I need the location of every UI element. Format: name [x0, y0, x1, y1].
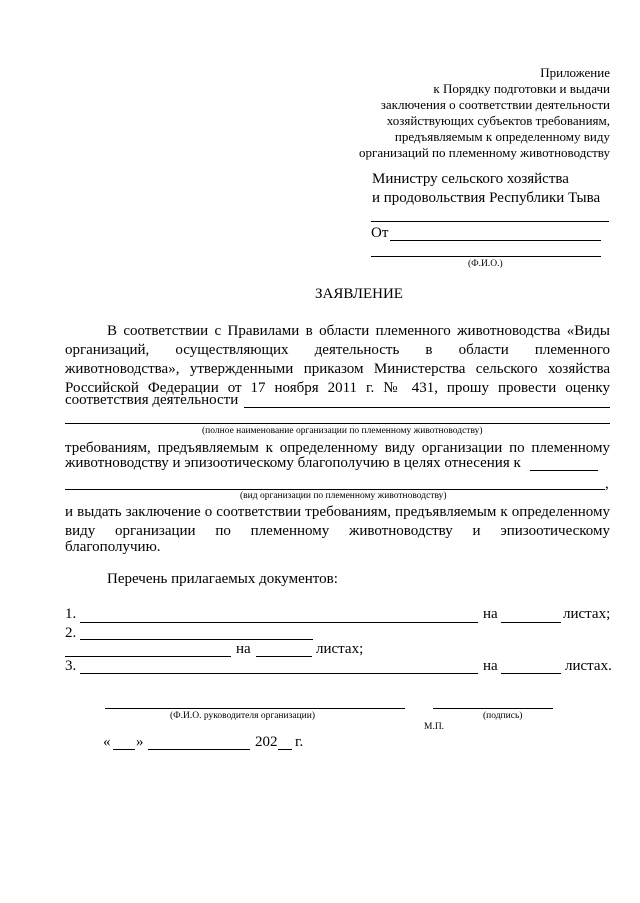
documents-heading: Перечень прилагаемых документов:: [107, 571, 338, 587]
doc-item-1-na: на: [483, 606, 498, 622]
fio-caption: (Ф.И.О.): [468, 259, 503, 269]
body-line-8: и выдать заключение о соответствии требованиям, предъявляемым к определенному: [65, 504, 610, 520]
body-line-2: организаций, осуществляющих деятельность в области племенного: [65, 342, 610, 358]
org-type-blank-inline[interactable]: [530, 470, 598, 471]
head-fio-caption: (Ф.И.О. руководителя организации): [170, 711, 315, 721]
fio-blank-line[interactable]: [371, 256, 601, 257]
appendix-line-2: к Порядку подготовки и выдачи: [433, 81, 610, 96]
doc-item-1-name-line[interactable]: [80, 622, 478, 623]
date-open-quote: «: [103, 734, 111, 750]
org-type-caption: (вид организации по племенному животноводству): [240, 491, 447, 501]
doc-item-2-sheets: листах;: [316, 641, 364, 657]
addressee-line-2: и продовольствия Республики Тыва: [372, 190, 601, 206]
head-fio-line[interactable]: [105, 708, 405, 709]
appendix-line-6: организаций по племенному животноводству: [359, 145, 610, 160]
date-close-quote: »: [136, 734, 144, 750]
doc-item-3-sheets: листах.: [565, 658, 612, 674]
body-line-3: животноводства», утвержденными приказом Министерства сельского хозяйства: [65, 361, 610, 377]
doc-item-1-number: 1.: [65, 606, 77, 622]
date-year-line[interactable]: [278, 749, 292, 750]
date-month-line[interactable]: [148, 749, 250, 750]
addressee-blank-line[interactable]: [371, 221, 609, 222]
body-line-6: требованиям, предъявляемым к определенному виду организации по племенному: [65, 440, 610, 456]
doc-item-2-name-line[interactable]: [80, 639, 313, 640]
appendix-line-5: предъявляемым к определенному виду: [394, 129, 610, 144]
signature-line[interactable]: [433, 708, 553, 709]
doc-item-2-na: на: [236, 641, 251, 657]
body-line-1: В соответствии с Правилами в области племенного животноводства «Виды: [107, 323, 610, 339]
signature-caption: (подпись): [483, 711, 523, 721]
doc-item-1-sheets-line[interactable]: [501, 622, 561, 623]
doc-item-2-sheets-line[interactable]: [256, 656, 312, 657]
body-line-9: виду организации по племенному животноводству и эпизоотическому: [65, 523, 610, 539]
doc-item-2-number: 2.: [65, 625, 77, 641]
doc-item-3-name-line[interactable]: [80, 673, 478, 674]
body-line-5: соответствия деятельности: [65, 392, 239, 408]
doc-item-3-sheets-line[interactable]: [501, 673, 561, 674]
org-type-comma: ,: [605, 476, 609, 492]
doc-item-2-name-line-2[interactable]: [65, 656, 231, 657]
page-title: ЗАЯВЛЕНИЕ: [315, 286, 403, 302]
body-line-7: животноводству и эпизоотическому благополучию в целях отнесения к: [65, 455, 521, 471]
body-line-10: благополучию.: [65, 539, 161, 555]
org-name-caption: (полное наименование организации по племенному животноводству): [202, 426, 483, 436]
org-type-blank-line[interactable]: [65, 489, 605, 490]
doc-item-1-sheets: листах;: [563, 606, 611, 622]
activity-blank-line[interactable]: [244, 407, 610, 408]
body-line-4: Российской Федерации от 17 ноября 2011 г. № 431, прошу провести оценку: [65, 380, 610, 396]
org-name-blank-line[interactable]: [65, 423, 610, 424]
from-label: От: [371, 225, 389, 241]
date-day-line[interactable]: [113, 749, 135, 750]
addressee-line-1: Министру сельского хозяйства: [372, 171, 569, 187]
from-blank-line[interactable]: [390, 240, 601, 241]
appendix-line-4: хозяйствующих субъектов требованиям,: [386, 113, 610, 128]
appendix-line-1: Приложение: [540, 65, 610, 80]
stamp-label: М.П.: [424, 722, 445, 732]
date-year: 202: [255, 734, 278, 750]
date-year-suffix: г.: [295, 734, 304, 750]
doc-item-3-na: на: [483, 658, 498, 674]
doc-item-3-number: 3.: [65, 658, 77, 674]
appendix-line-3: заключения о соответствии деятельности: [380, 97, 610, 112]
